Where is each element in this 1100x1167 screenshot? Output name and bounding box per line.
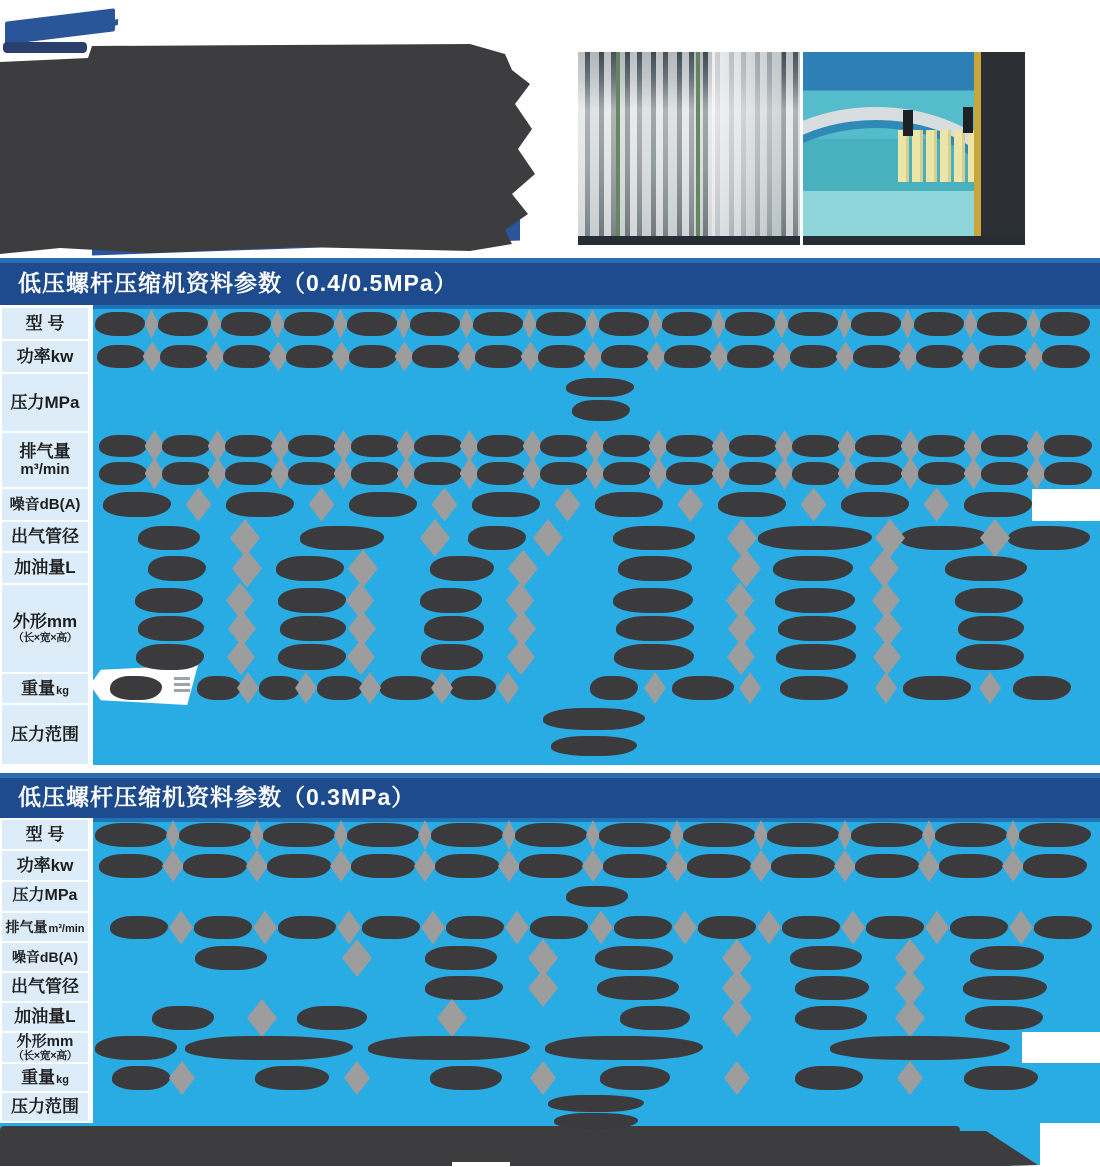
photo-edge <box>803 236 1025 245</box>
bottling-conveyor-line-photo <box>803 52 1025 245</box>
obscured-value-blob <box>412 345 460 368</box>
obscured-value-blob <box>795 1006 867 1030</box>
t2-label-flow: 排气量 m³/min <box>2 913 88 941</box>
obscured-value-blob <box>152 1006 214 1030</box>
obscured-value-blob <box>963 976 1047 1000</box>
obscured-value-blob <box>362 916 420 939</box>
obscured-value-blob <box>718 492 786 517</box>
obscured-value-blob <box>545 1036 703 1060</box>
t2-label-power: 功率kw <box>2 851 88 880</box>
obscured-value-blob <box>136 644 204 670</box>
obscured-value-blob <box>347 312 397 336</box>
obscured-value-blob <box>414 462 462 485</box>
obscured-value-blob <box>958 616 1024 641</box>
obscured-value-blob <box>666 435 714 457</box>
obscured-value-blob <box>95 312 145 336</box>
obscured-value-blob <box>603 854 667 878</box>
obscured-value-blob <box>95 1036 177 1060</box>
obscured-value-blob <box>1034 916 1092 939</box>
obscured-value-blob <box>430 1066 502 1090</box>
obscured-value-blob <box>566 378 634 397</box>
obscured-value-blob <box>780 676 848 700</box>
obscured-value-blob <box>99 435 147 457</box>
obscured-value-blob <box>540 462 588 485</box>
obscured-value-blob <box>288 462 336 485</box>
t2-label-noise: 噪音dB(A) <box>2 943 88 971</box>
footer-text-obscured <box>0 1131 1038 1166</box>
obscured-value-blob <box>197 676 241 700</box>
t1-label-pressure-range: 压力范围 <box>2 705 88 764</box>
obscured-value-blob <box>727 345 775 368</box>
obscured-value-blob <box>267 854 331 878</box>
obscured-value-blob <box>775 588 855 613</box>
masthead-title-obscured <box>0 44 535 256</box>
obscured-value-blob <box>431 823 503 847</box>
obscured-value-blob <box>225 435 273 457</box>
obscured-value-blob <box>162 435 210 457</box>
obscured-value-blob <box>317 676 363 700</box>
obscured-value-blob <box>278 588 346 613</box>
table2-top-rule <box>93 818 1100 822</box>
scan-white-patch <box>452 1162 510 1167</box>
obscured-value-blob <box>729 462 777 485</box>
obscured-value-blob <box>853 345 901 368</box>
obscured-value-blob <box>95 823 167 847</box>
obscured-value-blob <box>841 492 909 517</box>
obscured-value-blob <box>223 345 271 368</box>
banner-stripe <box>174 683 190 686</box>
obscured-value-blob <box>554 1113 638 1129</box>
obscured-value-blob <box>616 616 694 641</box>
obscured-value-blob <box>790 345 838 368</box>
obscured-value-blob <box>792 435 840 457</box>
obscured-value-blob <box>955 588 1023 613</box>
scan-white-patch <box>1022 1032 1100 1063</box>
obscured-value-blob <box>1040 312 1090 336</box>
obscured-value-blob <box>773 556 853 581</box>
obscured-value-blob <box>614 916 672 939</box>
obscured-value-blob <box>162 462 210 485</box>
t1-label-power: 功率kw <box>2 341 88 372</box>
obscured-value-blob <box>420 588 482 613</box>
obscured-value-blob <box>601 345 649 368</box>
obscured-value-blob <box>349 492 417 517</box>
obscured-value-blob <box>664 345 712 368</box>
obscured-value-blob <box>421 644 483 670</box>
obscured-value-blob <box>914 312 964 336</box>
scan-white-patch <box>1032 489 1100 521</box>
obscured-value-blob <box>536 312 586 336</box>
obscured-value-blob <box>981 462 1029 485</box>
obscured-value-blob <box>538 345 586 368</box>
textile-spinning-factory-photo <box>578 52 800 245</box>
obscured-value-blob <box>776 644 856 670</box>
obscured-value-blob <box>1019 823 1091 847</box>
obscured-value-blob <box>472 492 540 517</box>
obscured-value-blob <box>771 854 835 878</box>
obscured-value-blob <box>683 823 755 847</box>
obscured-value-blob <box>788 312 838 336</box>
obscured-value-blob <box>195 946 267 970</box>
obscured-value-blob <box>477 435 525 457</box>
scan-white-patch <box>1040 1123 1100 1167</box>
obscured-value-blob <box>590 676 638 700</box>
obscured-value-blob <box>110 916 168 939</box>
obscured-value-blob <box>830 1036 1010 1060</box>
obscured-value-blob <box>300 526 384 550</box>
obscured-value-blob <box>792 462 840 485</box>
obscured-value-blob <box>425 976 503 1000</box>
obscured-value-blob <box>903 676 971 700</box>
company-name-text-obscured <box>3 42 87 53</box>
obscured-value-blob <box>855 462 903 485</box>
obscured-value-blob <box>595 492 663 517</box>
obscured-value-blob <box>795 1066 863 1090</box>
obscured-value-blob <box>288 435 336 457</box>
table1-top-rule <box>93 305 1100 309</box>
t1-label-oil: 加油量L <box>2 553 88 583</box>
obscured-value-blob <box>380 676 436 700</box>
obscured-value-blob <box>548 1095 644 1112</box>
obscured-value-blob <box>1013 676 1071 700</box>
obscured-value-blob <box>950 916 1008 939</box>
obscured-value-blob <box>866 916 924 939</box>
obscured-value-blob <box>939 854 1003 878</box>
obscured-value-blob <box>138 526 200 550</box>
obscured-value-blob <box>725 312 775 336</box>
obscured-value-blob <box>729 435 777 457</box>
obscured-value-blob <box>964 1066 1038 1090</box>
obscured-value-blob <box>185 1036 353 1060</box>
obscured-value-blob <box>1023 854 1087 878</box>
filling-machine <box>981 52 1025 245</box>
obscured-value-blob <box>855 435 903 457</box>
obscured-value-blob <box>603 462 651 485</box>
obscured-value-blob <box>851 823 923 847</box>
obscured-value-blob <box>603 435 651 457</box>
obscured-value-blob <box>368 1036 530 1060</box>
obscured-value-blob <box>977 312 1027 336</box>
obscured-value-blob <box>851 312 901 336</box>
obscured-value-blob <box>99 462 147 485</box>
obscured-value-blob <box>351 462 399 485</box>
obscured-value-blob <box>855 854 919 878</box>
obscured-value-blob <box>468 526 526 550</box>
obscured-value-blob <box>477 462 525 485</box>
obscured-value-blob <box>225 462 273 485</box>
obscured-value-blob <box>979 345 1027 368</box>
obscured-value-blob <box>97 345 145 368</box>
company-logo <box>5 8 115 45</box>
obscured-value-blob <box>515 823 587 847</box>
obscured-value-blob <box>599 312 649 336</box>
obscured-value-blob <box>900 526 988 550</box>
obscured-value-blob <box>916 345 964 368</box>
factory-aisle <box>712 52 782 245</box>
obscured-value-blob <box>662 312 712 336</box>
obscured-value-blob <box>970 946 1044 970</box>
obscured-value-blob <box>158 312 208 336</box>
obscured-value-blob <box>964 492 1032 517</box>
obscured-value-blob <box>278 916 336 939</box>
rack-post <box>616 52 620 245</box>
t2-label-weight: 重量 kg <box>2 1064 88 1091</box>
obscured-value-blob <box>194 916 252 939</box>
obscured-value-blob <box>475 345 523 368</box>
section1-title: 低压螺杆压缩机资料参数（0.4/0.5MPa） <box>18 270 458 296</box>
t1-label-dimensions: 外形mm （长×宽×高） <box>2 585 88 672</box>
obscured-value-blob <box>599 823 671 847</box>
t1-label-outlet: 出气管径 <box>2 522 88 551</box>
obscured-value-blob <box>620 1006 690 1030</box>
section1-header <box>0 258 1100 305</box>
obscured-value-blob <box>956 644 1024 670</box>
obscured-value-blob <box>965 1006 1043 1030</box>
obscured-value-blob <box>672 676 734 700</box>
section2-title: 低压螺杆压缩机资料参数（0.3MPa） <box>18 784 416 810</box>
obscured-value-blob <box>435 854 499 878</box>
obscured-value-blob <box>103 492 171 517</box>
rack-post <box>696 52 700 245</box>
obscured-value-blob <box>410 312 460 336</box>
t2-label-pressure-range: 压力范围 <box>2 1093 88 1121</box>
t2-label-dimensions: 外形mm （长×宽×高） <box>2 1033 88 1062</box>
obscured-value-blob <box>424 616 484 641</box>
obscured-value-blob <box>255 1066 329 1090</box>
obscured-value-blob <box>99 854 163 878</box>
banner-stripe <box>174 689 190 692</box>
obscured-value-blob <box>597 976 679 1000</box>
obscured-value-blob <box>297 1006 367 1030</box>
obscured-value-blob <box>414 435 462 457</box>
obscured-value-blob <box>351 854 415 878</box>
obscured-value-blob <box>349 345 397 368</box>
obscured-value-blob <box>530 916 588 939</box>
obscured-value-blob <box>613 588 693 613</box>
obscured-value-blob <box>1044 435 1092 457</box>
obscured-value-blob <box>618 556 692 581</box>
obscured-value-blob <box>782 916 840 939</box>
obscured-value-blob <box>284 312 334 336</box>
obscured-value-blob <box>112 1066 170 1090</box>
obscured-value-blob <box>519 854 583 878</box>
bottle-clamp <box>903 110 913 136</box>
obscured-value-blob <box>543 708 645 730</box>
obscured-value-blob <box>935 823 1007 847</box>
obscured-value-blob <box>183 854 247 878</box>
obscured-value-blob <box>551 736 637 756</box>
obscured-value-blob <box>687 854 751 878</box>
obscured-value-blob <box>450 676 496 700</box>
obscured-value-blob <box>138 616 204 641</box>
obscured-value-blob <box>425 946 497 970</box>
bottle-clamp <box>963 107 973 133</box>
obscured-value-blob <box>179 823 251 847</box>
t1-label-pressure: 压力MPa <box>2 374 88 431</box>
obscured-value-blob <box>698 916 756 939</box>
obscured-value-blob <box>1042 345 1090 368</box>
obscured-value-blob <box>280 616 346 641</box>
obscured-value-blob <box>1008 526 1090 550</box>
obscured-value-blob <box>540 435 588 457</box>
t1-label-noise: 噪音dB(A) <box>2 489 88 520</box>
obscured-value-blob <box>110 676 162 700</box>
obscured-value-blob <box>981 435 1029 457</box>
t1-label-flow: 排气量 m³/min <box>2 433 88 487</box>
obscured-value-blob <box>767 823 839 847</box>
obscured-value-blob <box>918 462 966 485</box>
obscured-value-blob <box>600 1066 670 1090</box>
t2-label-model: 型 号 <box>2 820 88 849</box>
t2-label-outlet: 出气管径 <box>2 973 88 1001</box>
obscured-value-blob <box>572 400 630 421</box>
section2-header <box>0 773 1100 818</box>
obscured-value-blob <box>347 823 419 847</box>
obscured-value-blob <box>286 345 334 368</box>
machine-edge <box>974 52 981 245</box>
obscured-value-blob <box>778 616 856 641</box>
t1-label-model: 型 号 <box>2 308 88 339</box>
obscured-value-blob <box>945 556 1027 581</box>
obscured-value-blob <box>221 312 271 336</box>
obscured-value-blob <box>595 946 673 970</box>
obscured-value-blob <box>278 644 346 670</box>
photo-edge <box>578 236 800 245</box>
obscured-value-blob <box>148 556 206 581</box>
obscured-value-blob <box>430 556 494 581</box>
obscured-value-blob <box>613 526 695 550</box>
obscured-value-blob <box>795 976 869 1000</box>
obscured-value-blob <box>918 435 966 457</box>
obscured-value-blob <box>351 435 399 457</box>
obscured-value-blob <box>614 644 694 670</box>
t2-label-oil: 加油量L <box>2 1003 88 1031</box>
obscured-value-blob <box>1044 462 1092 485</box>
obscured-value-blob <box>135 588 203 613</box>
t1-label-weight: 重量 kg <box>2 674 88 703</box>
obscured-value-blob <box>666 462 714 485</box>
obscured-value-blob <box>566 886 628 907</box>
banner-stripe <box>174 677 190 680</box>
obscured-value-blob <box>446 916 504 939</box>
obscured-value-blob <box>226 492 294 517</box>
obscured-value-blob <box>263 823 335 847</box>
obscured-value-blob <box>276 556 344 581</box>
t2-label-pressure: 压力MPa <box>2 882 88 911</box>
obscured-value-blob <box>473 312 523 336</box>
obscured-value-blob <box>758 526 872 550</box>
obscured-value-blob <box>259 676 301 700</box>
obscured-value-blob <box>160 345 208 368</box>
obscured-value-blob <box>790 946 862 970</box>
